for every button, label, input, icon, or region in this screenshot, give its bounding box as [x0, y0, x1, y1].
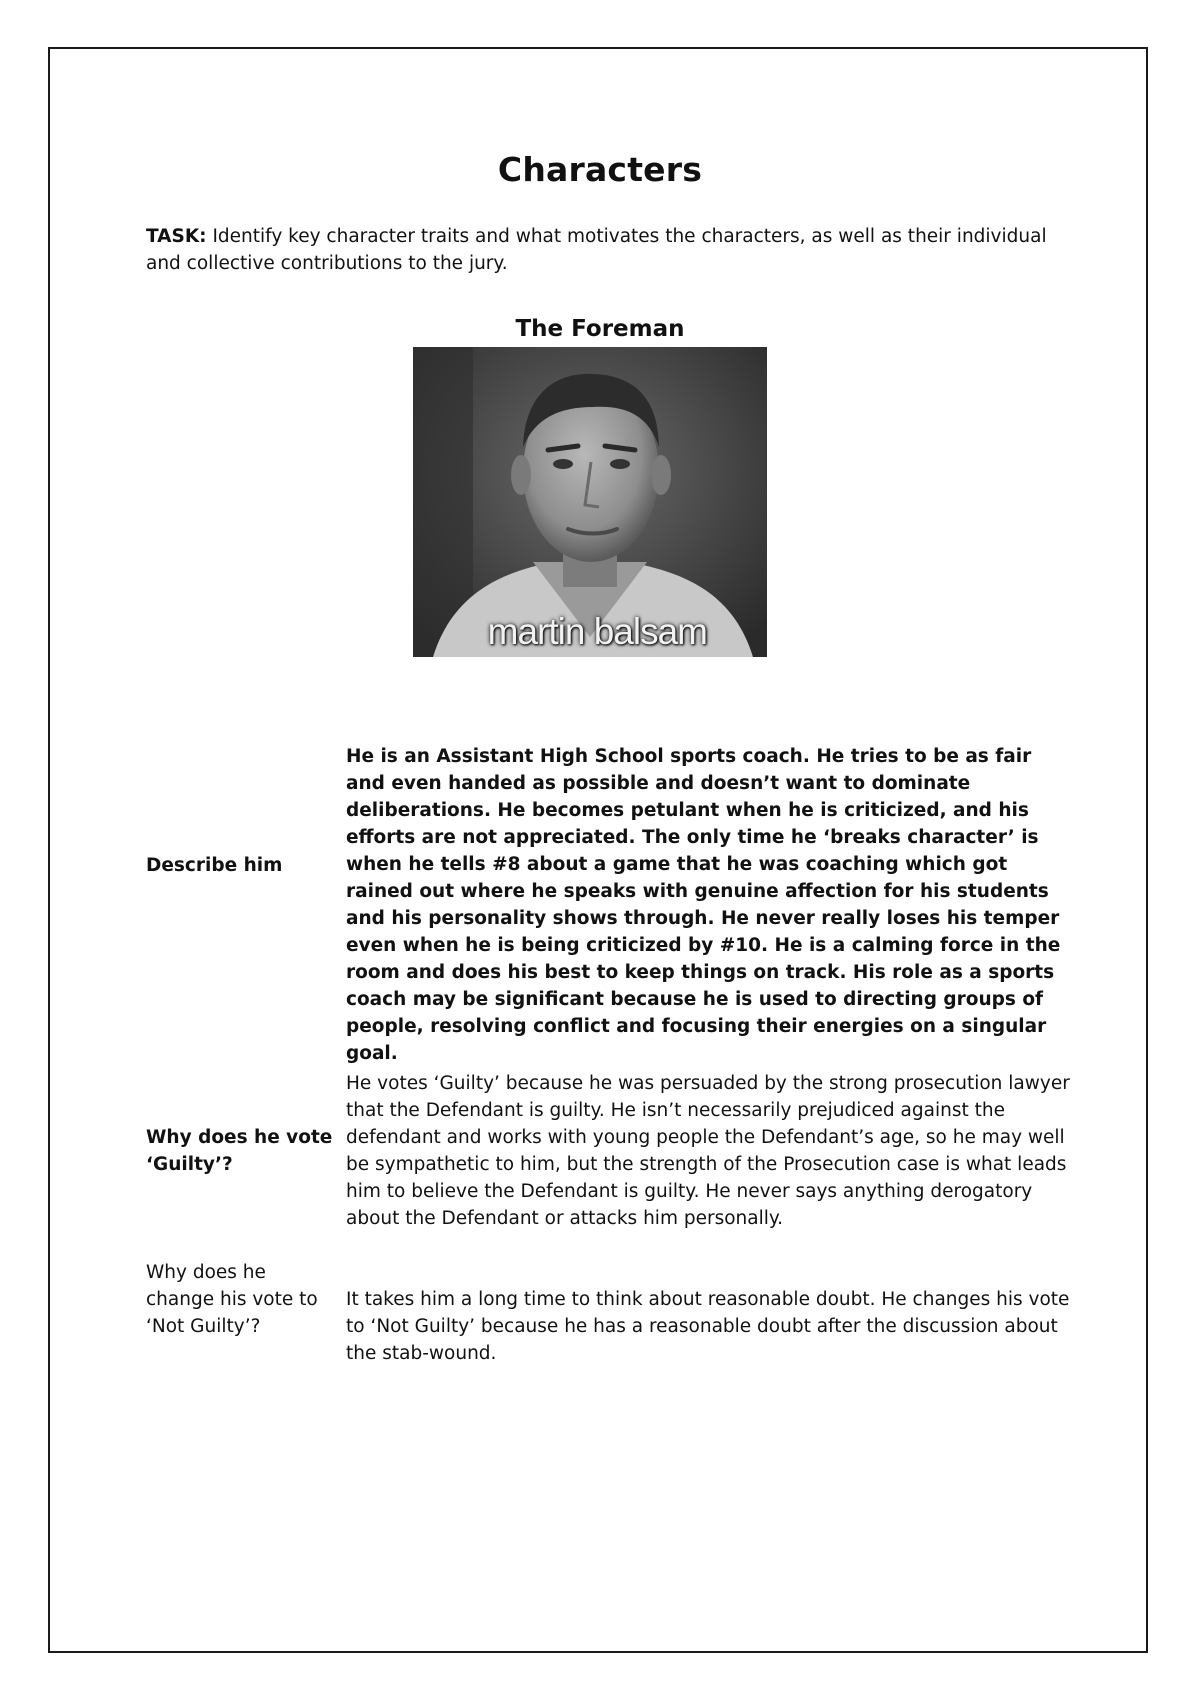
task-label: TASK:	[146, 226, 207, 247]
not-guilty-vote-text: It takes him a long time to think about reasonable doubt. He changes his vote to ‘Not Guilty’ because he has a reasonable doubt after the discussion about the stab-wound.	[346, 1289, 1070, 1364]
task-instructions	[146, 223, 1066, 277]
character-photo	[413, 347, 767, 657]
describe-text: He is an Assistant High School sports coach. He tries to be as fair and even handed as possible and doesn’t want to dominate deliberations. He becomes petulant when he is criticized, and his efforts are not appreciated. The only time he ‘breaks character’ is when he tells #8 about a game that he was coaching which got rained out where he speaks with genuine affection for his students and his personality shows through. He never really loses his temper even when he is being criticized by #10. He is a calming force in the room and does his best to keep things on track. His role as a sports coach may be significant because he is used to directing groups of people, resolving conflict and focusing their energies on a singular goal.	[346, 746, 1061, 1064]
photo-caption: martin balsam	[487, 611, 707, 652]
guilty-vote-text: He votes ‘Guilty’ because he was persuaded by the strong prosecution lawyer that the Defendant is guilty. He isn’t necessarily prejudiced against the defendant and works with young people the Defendant’s age, so he may well be sympathetic to him, but the strength of the Prosecution case is what leads him to believe the Defendant is guilty. He never says anything derogatory about the Defendant or attacks him personally.	[346, 1073, 1070, 1229]
task-text: Identify key character traits and what motivates the characters, as well as their individual and collective contributions to the jury.	[146, 226, 1047, 274]
describe-label: Describe him	[146, 855, 283, 876]
guilty-vote-label: Why does he vote ‘Guilty’?	[146, 1127, 333, 1175]
page-title: Characters	[497, 150, 703, 189]
not-guilty-vote-label: Why does he change his vote to ‘Not Guilty’?	[146, 1262, 318, 1337]
character-name: The Foreman	[515, 316, 685, 342]
